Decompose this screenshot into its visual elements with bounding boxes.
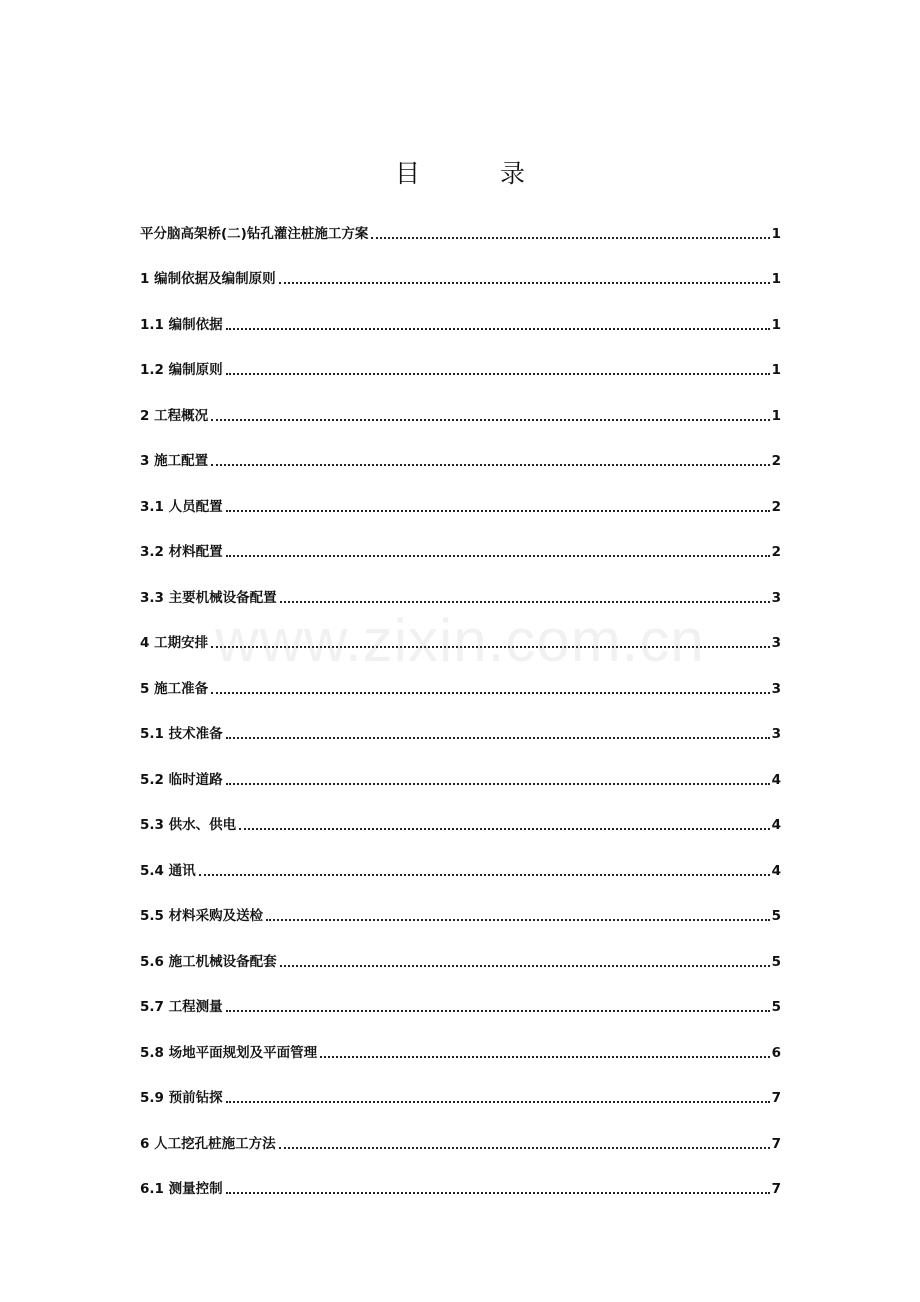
dot-leader <box>279 1147 770 1149</box>
dot-leader <box>226 1192 770 1194</box>
toc-entry-page-number: 2 <box>771 498 781 515</box>
dot-leader <box>266 919 769 921</box>
toc-entry-page-number: 5 <box>771 953 781 970</box>
toc-entry-label: 3.3 主要机械设备配置 <box>140 589 277 606</box>
dot-leader <box>211 692 770 694</box>
dot-leader <box>280 965 770 967</box>
toc-entry-page-number: 4 <box>771 862 781 879</box>
toc-entry[interactable] <box>140 210 781 256</box>
dot-leader <box>226 1010 770 1012</box>
dot-leader <box>239 828 769 830</box>
toc-entry[interactable] <box>140 938 781 984</box>
toc-entry-label: 5 施工准备 <box>140 680 209 697</box>
dot-leader <box>211 646 770 648</box>
toc-entry[interactable] <box>140 347 781 393</box>
toc-entry-page-number: 6 <box>771 1044 781 1061</box>
toc-entry[interactable] <box>140 893 781 939</box>
toc-entry-page-number: 3 <box>771 635 781 651</box>
toc-entry[interactable] <box>140 301 781 347</box>
dot-leader <box>226 1101 770 1103</box>
dot-leader <box>226 328 770 330</box>
toc-entry-page-number: 3 <box>771 726 781 742</box>
toc-entry-page-number: 1 <box>771 225 781 242</box>
toc-entry-label: 5.9 预前钻探 <box>140 1090 223 1106</box>
toc-entry[interactable] <box>140 574 781 620</box>
toc-entry-label: 平分脑高架桥(二)钻孔灌注桩施工方案 <box>140 225 369 242</box>
dot-leader <box>226 555 770 557</box>
toc-entry-page-number: 3 <box>771 680 781 697</box>
toc-entry-page-number: 2 <box>771 453 781 469</box>
toc-entry-page-number: 7 <box>771 1135 781 1152</box>
toc-entry-label: 2 工程概况 <box>140 407 209 424</box>
toc-entry[interactable] <box>140 1120 781 1166</box>
toc-entry[interactable] <box>140 847 781 893</box>
toc-entry-page-number: 1 <box>771 316 781 333</box>
toc-entry-page-number: 5 <box>771 908 781 924</box>
toc-entry-label: 6 人工挖孔桩施工方法 <box>140 1135 276 1152</box>
dot-leader <box>279 282 770 284</box>
dot-leader <box>320 1056 769 1058</box>
toc-entry[interactable] <box>140 438 781 484</box>
toc-entry-label: 6.1 测量控制 <box>140 1181 223 1197</box>
toc-title: 目 录 <box>395 159 561 188</box>
toc-entry-page-number: 3 <box>771 589 781 606</box>
toc-entry-label: 5.7 工程测量 <box>140 999 223 1015</box>
table-of-contents <box>140 210 781 1211</box>
toc-entry-page-number: 1 <box>771 362 781 378</box>
watermark: www.zixin.com.cn <box>215 607 705 674</box>
toc-entry-page-number: 7 <box>771 1090 781 1106</box>
toc-entry[interactable] <box>140 1075 781 1121</box>
dot-leader <box>226 783 770 785</box>
dot-leader <box>226 510 770 512</box>
toc-entry-page-number: 7 <box>771 1181 781 1197</box>
dot-leader <box>226 737 770 739</box>
dot-leader <box>199 874 770 876</box>
dot-leader <box>280 601 770 603</box>
toc-entry-page-number: 4 <box>771 771 781 788</box>
toc-entry-page-number: 1 <box>771 407 781 424</box>
toc-entry[interactable] <box>140 802 781 848</box>
toc-entry-label: 1.2 编制原则 <box>140 362 223 378</box>
toc-entry[interactable] <box>140 1166 781 1212</box>
toc-entry-page-number: 4 <box>771 817 781 833</box>
toc-entry-label: 3.2 材料配置 <box>140 544 223 560</box>
toc-entry-page-number: 2 <box>771 544 781 560</box>
toc-entry[interactable] <box>140 529 781 575</box>
toc-entry-label: 3 施工配置 <box>140 453 209 469</box>
toc-entry-label: 5.4 通讯 <box>140 862 196 879</box>
toc-entry-label: 5.8 场地平面规划及平面管理 <box>140 1044 318 1061</box>
toc-entry-label: 5.1 技术准备 <box>140 726 223 742</box>
toc-entry[interactable] <box>140 620 781 666</box>
toc-entry-label: 4 工期安排 <box>140 635 209 651</box>
toc-entry-label: 3.1 人员配置 <box>140 498 223 515</box>
toc-entry[interactable] <box>140 483 781 529</box>
toc-entry-label: 5.6 施工机械设备配套 <box>140 953 277 970</box>
toc-entry[interactable] <box>140 756 781 802</box>
toc-entry-label: 5.5 材料采购及送检 <box>140 908 264 924</box>
toc-entry[interactable] <box>140 711 781 757</box>
toc-entry[interactable] <box>140 392 781 438</box>
dot-leader <box>211 464 770 466</box>
dot-leader <box>371 237 769 239</box>
dot-leader <box>211 419 770 421</box>
toc-entry[interactable] <box>140 665 781 711</box>
dot-leader <box>226 373 770 375</box>
toc-entry[interactable] <box>140 984 781 1030</box>
toc-entry[interactable] <box>140 256 781 302</box>
toc-entry-page-number: 1 <box>771 271 781 287</box>
toc-entry-label: 1.1 编制依据 <box>140 316 223 333</box>
toc-entry-page-number: 5 <box>771 999 781 1015</box>
toc-entry-label: 1 编制依据及编制原则 <box>140 271 276 287</box>
toc-entry-label: 5.2 临时道路 <box>140 771 223 788</box>
toc-entry-label: 5.3 供水、供电 <box>140 817 237 833</box>
toc-entry[interactable] <box>140 1029 781 1075</box>
